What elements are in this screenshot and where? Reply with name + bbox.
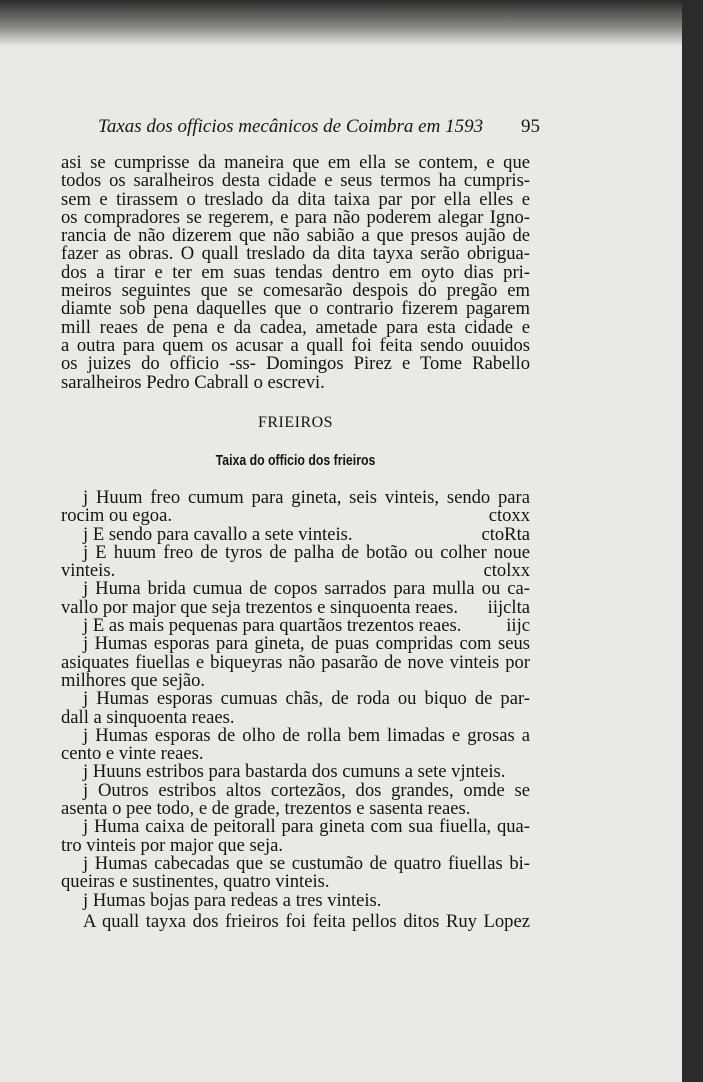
price-notation: iijc xyxy=(506,615,530,637)
price-list xyxy=(61,489,530,910)
price-notation: ctoRta xyxy=(481,523,530,545)
entry-text-line: j Huma brida cumua de copos sarrados para mulla ou ca- xyxy=(83,578,530,600)
text-line: dos a tirar e ter em suas tendas dentro em oyto dias pri- xyxy=(61,261,530,283)
entry-text-line: cento e vinte reaes. xyxy=(61,743,204,765)
list-item xyxy=(61,724,530,765)
text-line: a outra para quem os acusar a quall foi feita sendo ouuidos xyxy=(61,334,530,356)
text-line: rancia de não dizerem que não sabião a que presos aujão de xyxy=(61,225,530,247)
text-line: mill reaes de pena e da cadea, ametade para esta cidade e xyxy=(61,316,530,338)
entry-text-line: j Humas esporas para gineta, de puas compridas com seus xyxy=(83,633,530,655)
entry-text-line: vinteis. xyxy=(61,560,116,582)
entry-text-line: j E as mais pequenas para quartãos trezentos reaes. xyxy=(83,615,462,637)
section-subtitle: Taixa do officio dos frieiros xyxy=(215,452,376,469)
intro-paragraph xyxy=(61,154,530,392)
text-line: saralheiros Pedro Cabrall o escrevi. xyxy=(61,371,325,393)
entry-text-line: j Outros estribos altos cortezãos, dos grandes, omde se xyxy=(83,779,530,801)
scan-shadow xyxy=(0,0,682,46)
entry-text-line: asiquates fiuellas e biqueyras não pasarão de nove vinteis por xyxy=(61,651,530,673)
section-title: FRIEIROS xyxy=(257,414,334,431)
text-line: todos os saralheiros desta cidade e seus termos ha cumpris- xyxy=(61,170,530,192)
list-item xyxy=(61,852,530,893)
text-line: sem e tirassem o treslado da dita taixa par por ella elles e xyxy=(61,188,530,210)
entry-text-line: j E huum freo de tyros de palha de botão ou colher noue xyxy=(83,541,530,563)
text-line: os juizes do officio -ss- Domingos Pirez e Tome Rabello xyxy=(61,353,530,375)
list-item xyxy=(61,690,530,727)
text-line: asi se cumprisse da maneira que em ella se contem, e que xyxy=(61,152,530,173)
entry-text-line: j Huma caixa de peitorall para gineta com sua fiuella, qua- xyxy=(83,816,530,838)
price-notation: iijclta xyxy=(487,596,530,618)
text-line: fazer as obras. O quall treslado da dita tayxa serão obrigua- xyxy=(61,243,530,265)
entry-text-line: j Humas esporas cumuas chãs, de roda ou biquo de par- xyxy=(83,688,530,710)
running-title: Taxas dos officios mecânicos de Coimbra em 1593 xyxy=(98,116,484,137)
list-item xyxy=(61,889,530,911)
page-number: 95 xyxy=(521,116,540,137)
list-item xyxy=(61,818,530,855)
entry-text-line: j E sendo para cavallo a sete vinteis. xyxy=(83,523,353,545)
closing-line: A quall tayxa dos frieiros foi feita pellos ditos Ruy Lopez xyxy=(83,911,530,932)
entry-text-line: rocim ou egoa. xyxy=(61,505,173,527)
entry-text-line: tro vinteis por major que seja. xyxy=(61,834,284,856)
price-notation: ctoxx xyxy=(488,505,530,527)
text-line: os compradores se regerem, e para não poderem alegar Igno- xyxy=(61,206,530,228)
list-item xyxy=(61,763,530,781)
entry-text-line: asenta o pee todo, e de grade, trezentos e sasenta reaes. xyxy=(61,798,471,820)
list-item xyxy=(61,541,530,582)
entry-text-line: milhores que sejão. xyxy=(61,669,206,691)
entry-text-line: vallo por major que seja trezentos e sinquoenta reaes. xyxy=(61,596,459,618)
list-item xyxy=(61,489,530,526)
price-notation: ctolxx xyxy=(483,560,530,582)
text-line: meiros seguintes que se comesarão despois do pregão em xyxy=(61,280,530,302)
entry-text-line: j Huuns estribos para bastarda dos cumuns a sete vjnteis. xyxy=(83,761,506,783)
entry-text-line: j Humas cabecadas que se custumão de quatro fiuellas bi- xyxy=(83,852,530,874)
entry-text-line: j Huum freo cumum para gineta, seis vinteis, sendo para xyxy=(83,487,530,508)
text-line: diamte sob pena daquelles que o contrario fizerem pagarem xyxy=(61,298,530,320)
entry-text-line: j Humas esporas de olho de rolla bem limadas e grosas a xyxy=(83,724,530,746)
list-item xyxy=(61,635,530,690)
page-edge xyxy=(682,0,703,1082)
entry-text-line: j Humas bojas para redeas a tres vinteis. xyxy=(83,889,382,911)
list-item xyxy=(61,580,530,617)
entry-text-line: dall a sinquoenta reaes. xyxy=(61,706,235,728)
list-item xyxy=(61,779,530,820)
running-header xyxy=(98,116,540,138)
entry-text-line: queiras e sustinentes, quatro vinteis. xyxy=(61,871,330,893)
